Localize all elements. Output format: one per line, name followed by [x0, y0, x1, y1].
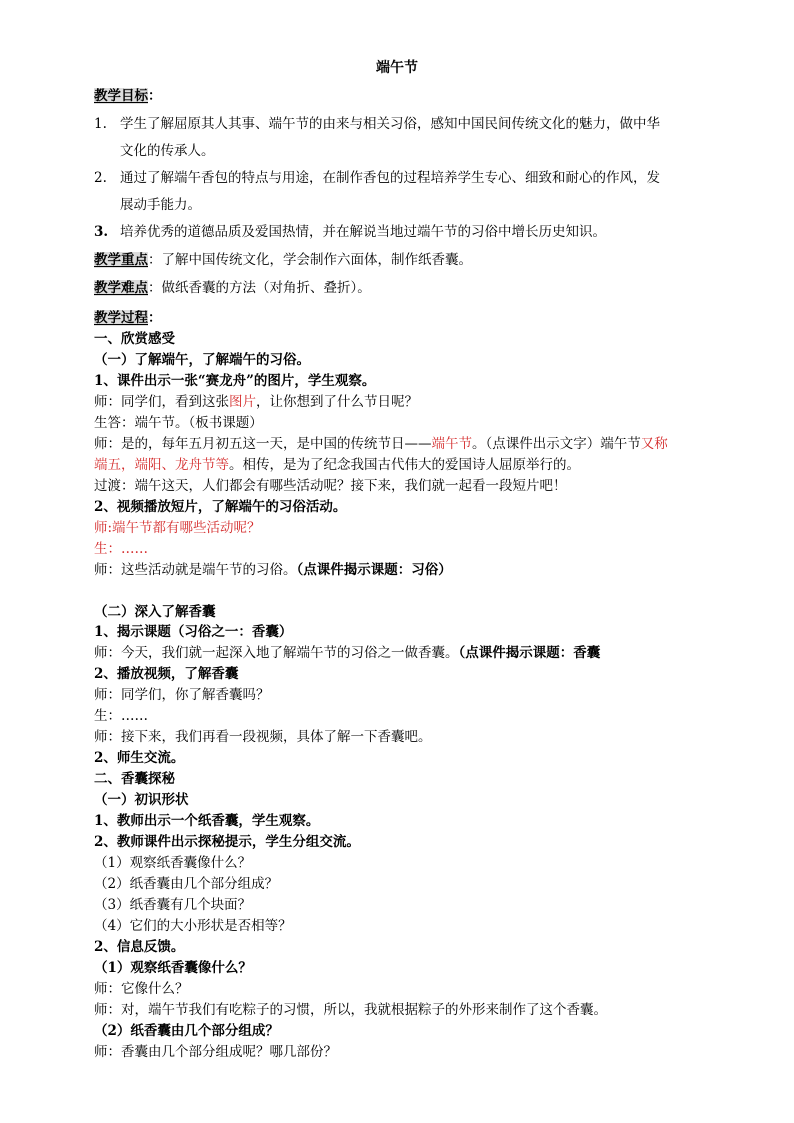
- goal-item-2: 2. 通过了解端午香包的特点与用途，在制作香包的过程培养学生专心、细致和耐心的作风，发: [94, 170, 660, 186]
- dialogue-line: 生：……: [94, 708, 148, 724]
- goal-item-3: 3. 培养优秀的道德品质及爱国热情，并在解说当地过端午节的习俗中增长历史知识。: [94, 224, 606, 240]
- subsection-heading: （一）初识形状: [94, 792, 189, 808]
- step-heading: 1、课件出示一张“赛龙舟”的图片，学生观察。: [94, 373, 376, 389]
- teaching-goals-heading: 教学目标：: [94, 88, 162, 104]
- dialogue-line: 师：是的，每年五月初五这一天，是中国的传统节日——端午节。（点课件出示文字）端午节又称: [94, 436, 668, 452]
- question-item: （3）纸香囊有几个块面？: [94, 897, 252, 913]
- section-heading: 二、香囊探秘: [94, 771, 175, 787]
- document-title: 端午节: [376, 60, 418, 76]
- teaching-goals-label: 教学目标: [94, 88, 148, 104]
- dialogue-line: 端五，端阳、龙舟节等。相传，是为了纪念我国古代伟大的爱国诗人屈原举行的。: [94, 457, 580, 473]
- teaching-process-heading: 教学过程：: [94, 310, 162, 326]
- question-item: （1）观察纸香囊像什么？: [94, 855, 252, 871]
- dialogue-line: 师：接下来，我们再看一段视频，具体了解一下香囊吧。: [94, 729, 432, 745]
- dialogue-line: 生：……: [94, 541, 148, 557]
- step-heading: 2、视频播放短片，了解端午的习俗活动。: [94, 499, 347, 515]
- section-heading: 一、欣赏感受: [94, 331, 175, 347]
- dialogue-line: 师：香囊由几个部分组成呢？哪几部份？: [94, 1044, 337, 1060]
- step-heading: 1、教师出示一个纸香囊，学生观察。: [94, 813, 320, 829]
- goal-item-2-cont: 展动手能力。: [120, 197, 201, 213]
- teaching-difficulty: 教学难点：做纸香囊的方法（对角折、叠折）。: [94, 280, 371, 296]
- dialogue-line: 师：同学们，你了解香囊吗？: [94, 687, 270, 703]
- dialogue-line: 生答：端午节。（板书课题）: [94, 415, 263, 431]
- dialogue-line: 过渡：端午这天，人们都会有哪些活动呢？接下来，我们就一起看一段短片吧！: [94, 478, 567, 494]
- goal-item-1-cont: 文化的传承人。: [120, 143, 215, 159]
- answer-heading: （2）纸香囊由几个部分组成？: [94, 1023, 279, 1039]
- step-heading: 1、揭示课题（习俗之一：香囊）: [94, 624, 293, 640]
- question-item: （4）它们的大小形状是否相等？: [94, 918, 292, 934]
- step-heading: 2、教师课件出示探秘提示，学生分组交流。: [94, 834, 360, 850]
- dialogue-line: 师：它像什么？: [94, 981, 189, 997]
- step-heading: 2、播放视频，了解香囊: [94, 666, 239, 682]
- question-item: （2）纸香囊由几个部分组成？: [94, 876, 279, 892]
- dialogue-line: 师：今天，我们就一起深入地了解端午节的习俗之一做香囊。（点课件揭示课题：香囊: [94, 645, 601, 661]
- dialogue-line: 师：同学们，看到这张图片，让你想到了什么节日呢？: [94, 394, 418, 410]
- subsection-heading: （一）了解端午，了解端午的习俗。: [94, 352, 310, 368]
- step-heading: 2、信息反馈。: [94, 939, 185, 955]
- teaching-key-point: 教学重点：了解中国传统文化，学会制作六面体，制作纸香囊。: [94, 252, 472, 268]
- goal-item-1: 1. 学生了解屈原其人其事、端午节的由来与相关习俗，感知中国民间传统文化的魅力，做中华: [94, 116, 660, 132]
- dialogue-line: 师:端午节都有哪些活动呢？: [94, 520, 261, 536]
- answer-heading: （1）观察纸香囊像什么？: [94, 960, 252, 976]
- step-heading: 2、师生交流。: [94, 750, 185, 766]
- subsection-heading: （二）深入了解香囊: [94, 604, 216, 620]
- dialogue-line: 师：对，端午节我们有吃粽子的习惯，所以，我就根据粽子的外形来制作了这个香囊。: [94, 1002, 607, 1018]
- dialogue-line: 师：这些活动就是端午节的习俗。（点课件揭示课题：习俗）: [94, 562, 452, 578]
